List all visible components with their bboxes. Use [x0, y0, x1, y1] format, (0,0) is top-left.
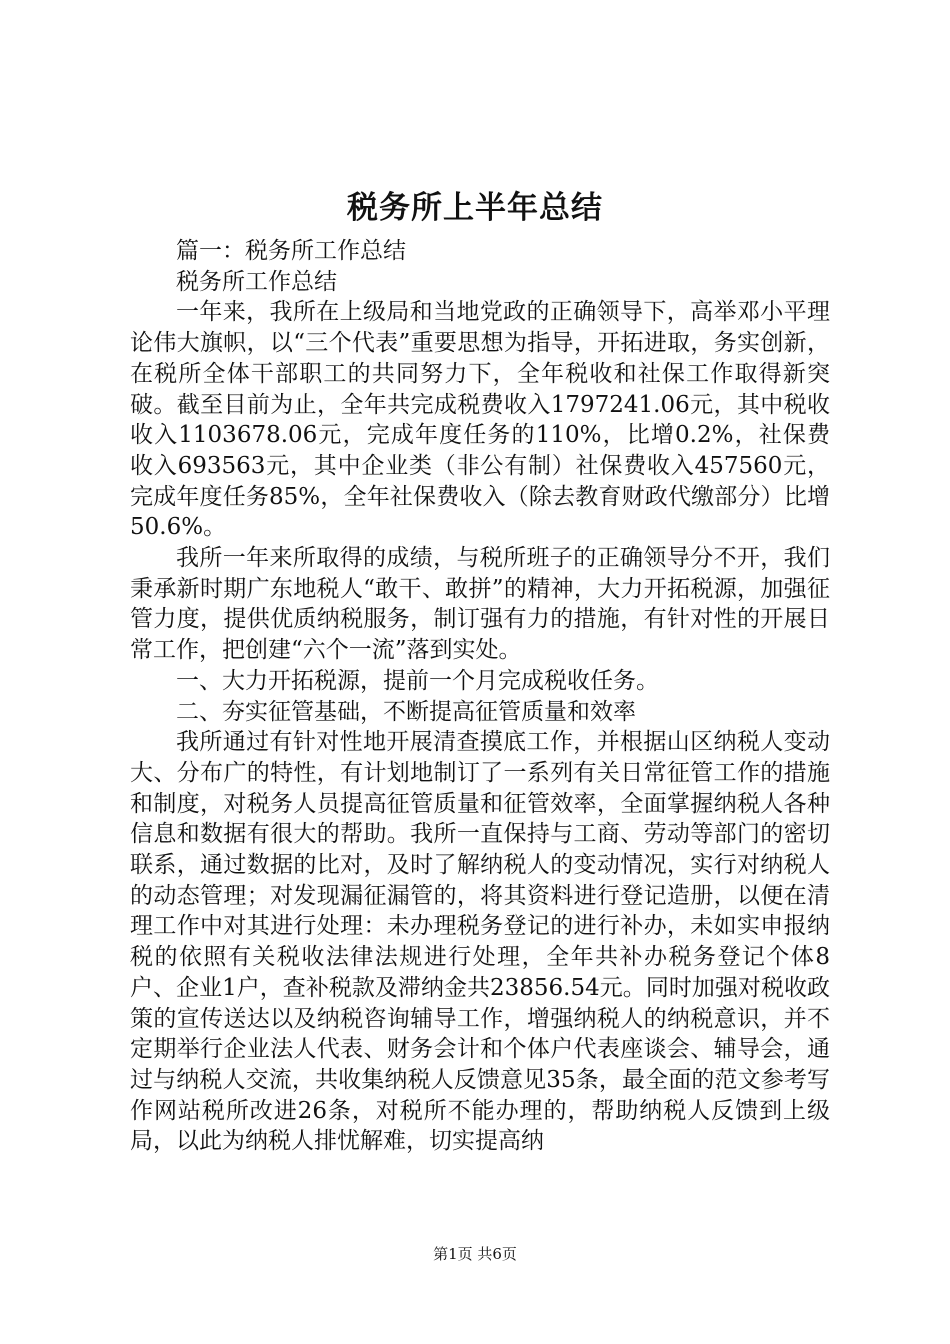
body-paragraph: 我所通过有针对性地开展清查摸底工作，并根据山区纳税人变动大、分布广的特性，有计划地制订了一系列有关日常征管工作的措施和制度，对税务人员提高征管质量和征管效率，全面掌握纳税人各种信息和数据有很大的帮助。我所一直保持与工商、劳动等部门的密切联系，通过数据的比对，及时了解纳税人的变动情况，实行对纳税人的动态管理；对发现漏征漏管的，将其资料进行登记造册，以便在清理工作中对其进行处理：未办理税务登记的进行补办，未如实申报纳税的依照有关税收法律法规进行处理，全年共补办税务登记个体8户、企业1户，查补税款及滞纳金共23856.54元。同时加强对税收政策的宣传送达以及纳税咨询辅导工作，增强纳税人的纳税意识，并不定期举行企业法人代表、财务会计和个体户代表座谈会、辅导会，通过与纳税人交流，共收集纳税人反馈意见35条，最全面的范文参考写作网站税所改进26条，对税所不能办理的，帮助纳税人反馈到上级局，以此为纳税人排忧解难，切实提高纳 [130, 729, 830, 1155]
section-heading: 篇一：税务所工作总结 [176, 238, 406, 264]
page-number: 第1页 共6页 [433, 1245, 517, 1263]
body-paragraph: 我所一年来所取得的成绩，与税所班子的正确领导分不开，我们秉承新时期广东地税人“敢干、敢拼”的精神，大力开拓税源，加强征管力度，提供优质纳税服务，制订强有力的措施，有针对性的开展日常工作，把创建“六个一流”落到实处。 [130, 545, 830, 664]
list-heading: 一、大力开拓税源，提前一个月完成税收任务。 [176, 667, 659, 694]
body-paragraph: 一年来，我所在上级局和当地党政的正确领导下，高举邓小平理论伟大旗帜，以“三个代表”重要思想为指导，开拓进取，务实创新，在税所全体干部职工的共同努力下，全年税收和社保工作取得新突破。截至目前为止，全年共完成税费收入1797241.06元，其中税收收入1103678.06元，完成年度任务的110%，比增0.2%，社保费收入693563元，其中企业类（非公有制）社保费收入457560元，完成年度任务85%，全年社保费收入（除去教育财政代缴部分）比增50.6%。 [130, 299, 830, 541]
document-body [130, 236, 830, 1157]
list-heading: 二、夯实征管基础，不断提高征管质量和效率 [176, 698, 636, 725]
document-title: 税务所上半年总结 [347, 190, 603, 226]
subheading: 税务所工作总结 [176, 268, 337, 295]
